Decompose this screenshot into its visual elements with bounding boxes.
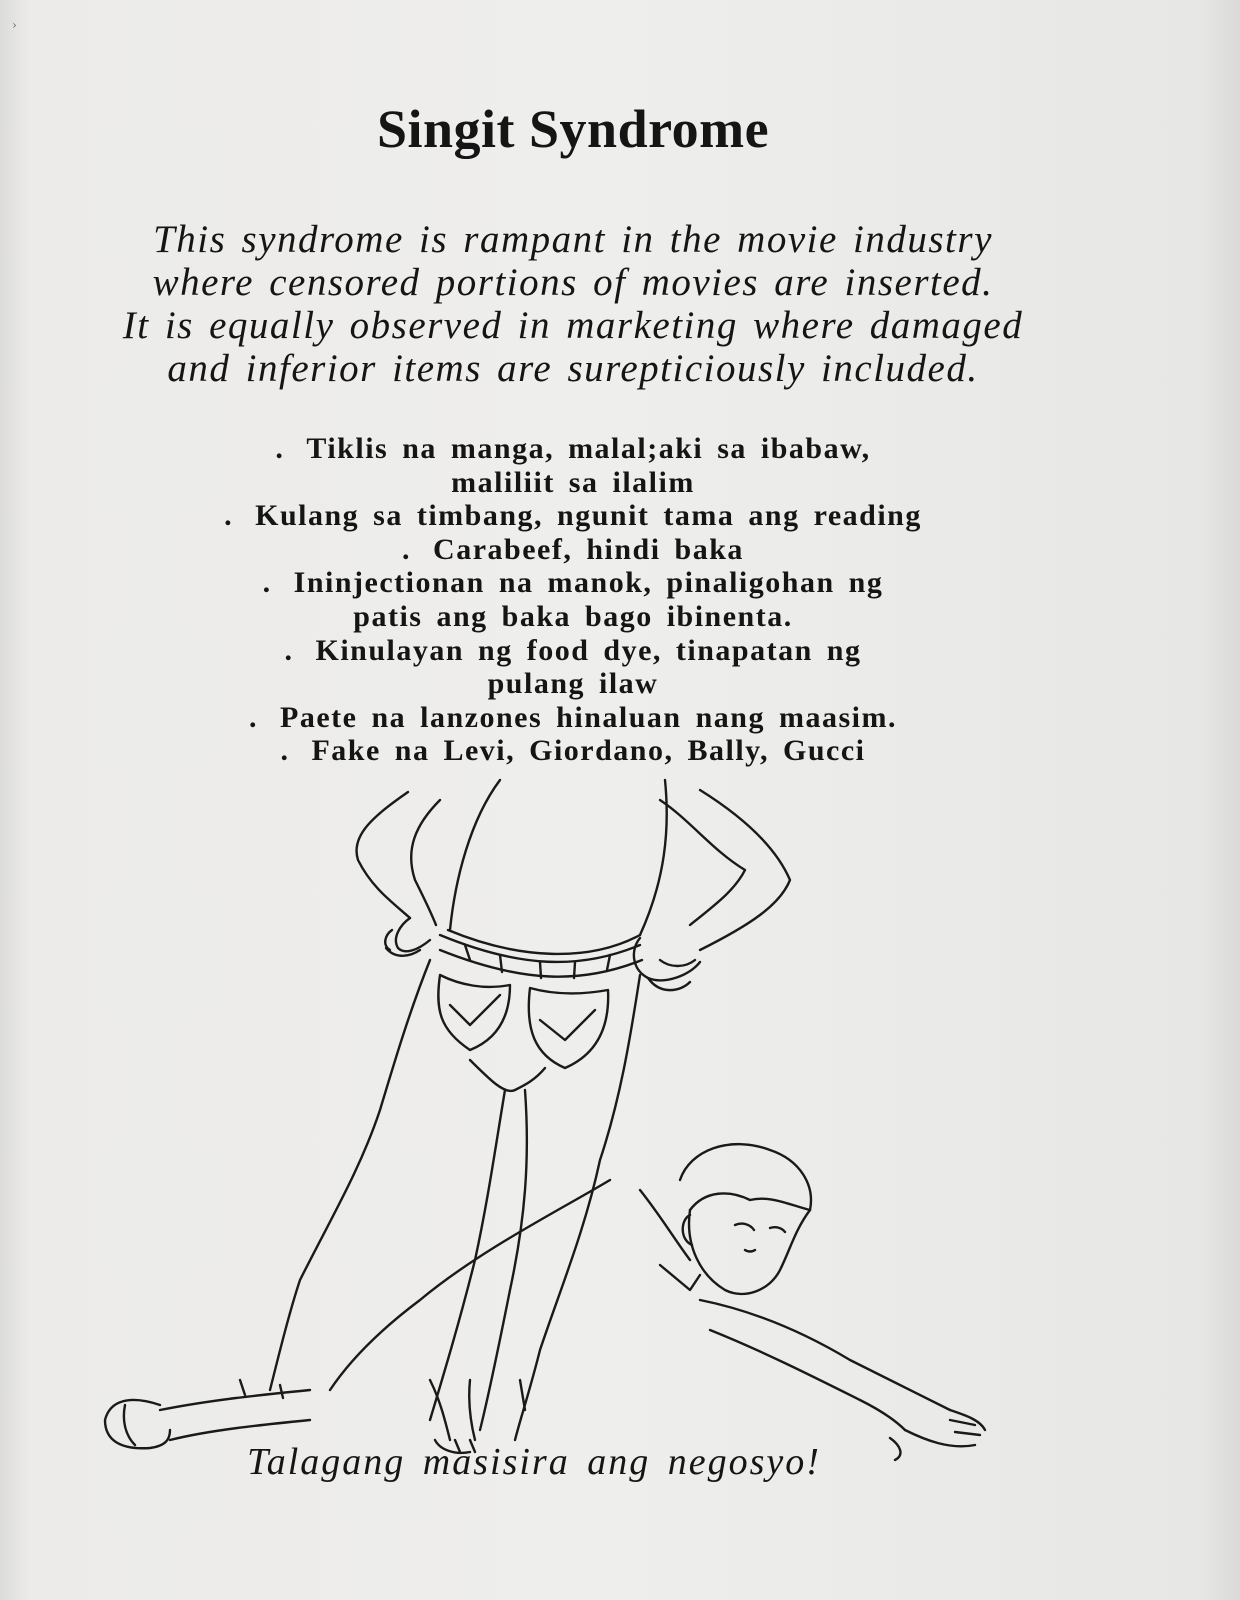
list-item-text: Carabeef, hindi baka [433, 532, 744, 566]
standing-person-right-arm [700, 790, 790, 950]
crouching-person-left-arm [430, 1380, 475, 1440]
jeans-waistband [440, 935, 642, 977]
crouching-person-face [689, 1210, 810, 1294]
bullet-dot: . [224, 499, 234, 533]
crouching-person-ear [683, 1215, 692, 1245]
list-item-text: Kinulayan ng food dye, tinapatan ng [315, 633, 862, 667]
belt-loops [465, 945, 610, 978]
crouching-person-back [330, 1180, 610, 1390]
list-item-continuation [110, 600, 1036, 634]
crouching-person-collar [640, 1190, 700, 1290]
standing-person-left-arm [356, 792, 410, 918]
list-item [110, 701, 1036, 735]
crouching-person-right-arm-inner [710, 1330, 905, 1430]
list-item-text: Paete na lanzones hinaluan nang maasim. [280, 700, 897, 734]
intro-line: where censored portions of movies are inserted. [152, 261, 994, 304]
bullet-dot: . [249, 700, 259, 734]
list-item [110, 533, 1036, 567]
standing-person-shirt-hem [448, 930, 640, 954]
list-item [110, 432, 1036, 466]
list-item-text: maliliit sa ilalim [451, 465, 695, 499]
list-item-text: Kulang sa timbang, ngunit tama ang reading [255, 499, 922, 533]
crouching-person-knee-marks [240, 1380, 525, 1410]
crouching-person-shoe [105, 1400, 170, 1448]
standing-person-torso-left [450, 780, 500, 930]
list-item [110, 634, 1036, 668]
list-item-text: Ininjectionan na manok, pinaligohan ng [293, 566, 884, 600]
scan-corner-mark: › [12, 18, 17, 32]
standing-person-right-arm-inner [660, 800, 745, 925]
standing-person-inner-right-leg [480, 1090, 527, 1430]
jeans-left-pocket [438, 975, 510, 1050]
bullet-dot: . [284, 633, 294, 667]
list-item-continuation [110, 466, 1036, 500]
crouching-person-right-arm [700, 1300, 950, 1410]
list-item [110, 566, 1036, 600]
bullet-dot: . [262, 566, 272, 600]
intro-line: and inferior items are surepticiously included. [167, 347, 979, 390]
standing-person-left-hand [385, 918, 430, 956]
list-item [110, 499, 1036, 533]
page-title: Singit Syndrome [376, 99, 770, 159]
bullet-dot: . [402, 532, 412, 566]
cartoon-caption: Talagang masisira ang negosyo! [247, 1441, 821, 1483]
intro-paragraph [40, 218, 1106, 390]
crouching-person-eyes [735, 1224, 785, 1252]
standing-person-torso-right [640, 780, 667, 935]
list-item-text: Tiklis na manga, malal;aki sa ibabaw, [306, 432, 871, 465]
list-item-text: Fake na Levi, Giordano, Bally, Gucci [311, 734, 866, 768]
intro-line: It is equally observed in marketing where damaged [122, 304, 1024, 347]
list-item-text: pulang ilaw [487, 667, 659, 701]
standing-person-right-leg [515, 975, 640, 1440]
bullet-dot: . [275, 432, 285, 465]
bullet-dot: . [280, 734, 290, 768]
list-item-text: patis ang baka bago ibinenta. [353, 599, 793, 633]
intro-line: This syndrome is rampant in the movie industry [153, 218, 993, 261]
jeans-right-pocket [529, 988, 608, 1068]
standing-person-left-leg [270, 960, 430, 1390]
crouching-person-right-hand [890, 1410, 985, 1460]
standing-person-left-arm-inner [411, 800, 440, 925]
crouching-person-hair [680, 1144, 811, 1210]
crouching-person-leg [160, 1390, 310, 1440]
standing-person-inner-left-leg [430, 1090, 505, 1420]
list-item-continuation [110, 667, 1036, 701]
standing-person-right-hand [634, 938, 700, 990]
examples-list [110, 432, 1036, 768]
list-item [110, 734, 1036, 768]
crotch-seam [470, 1060, 545, 1091]
